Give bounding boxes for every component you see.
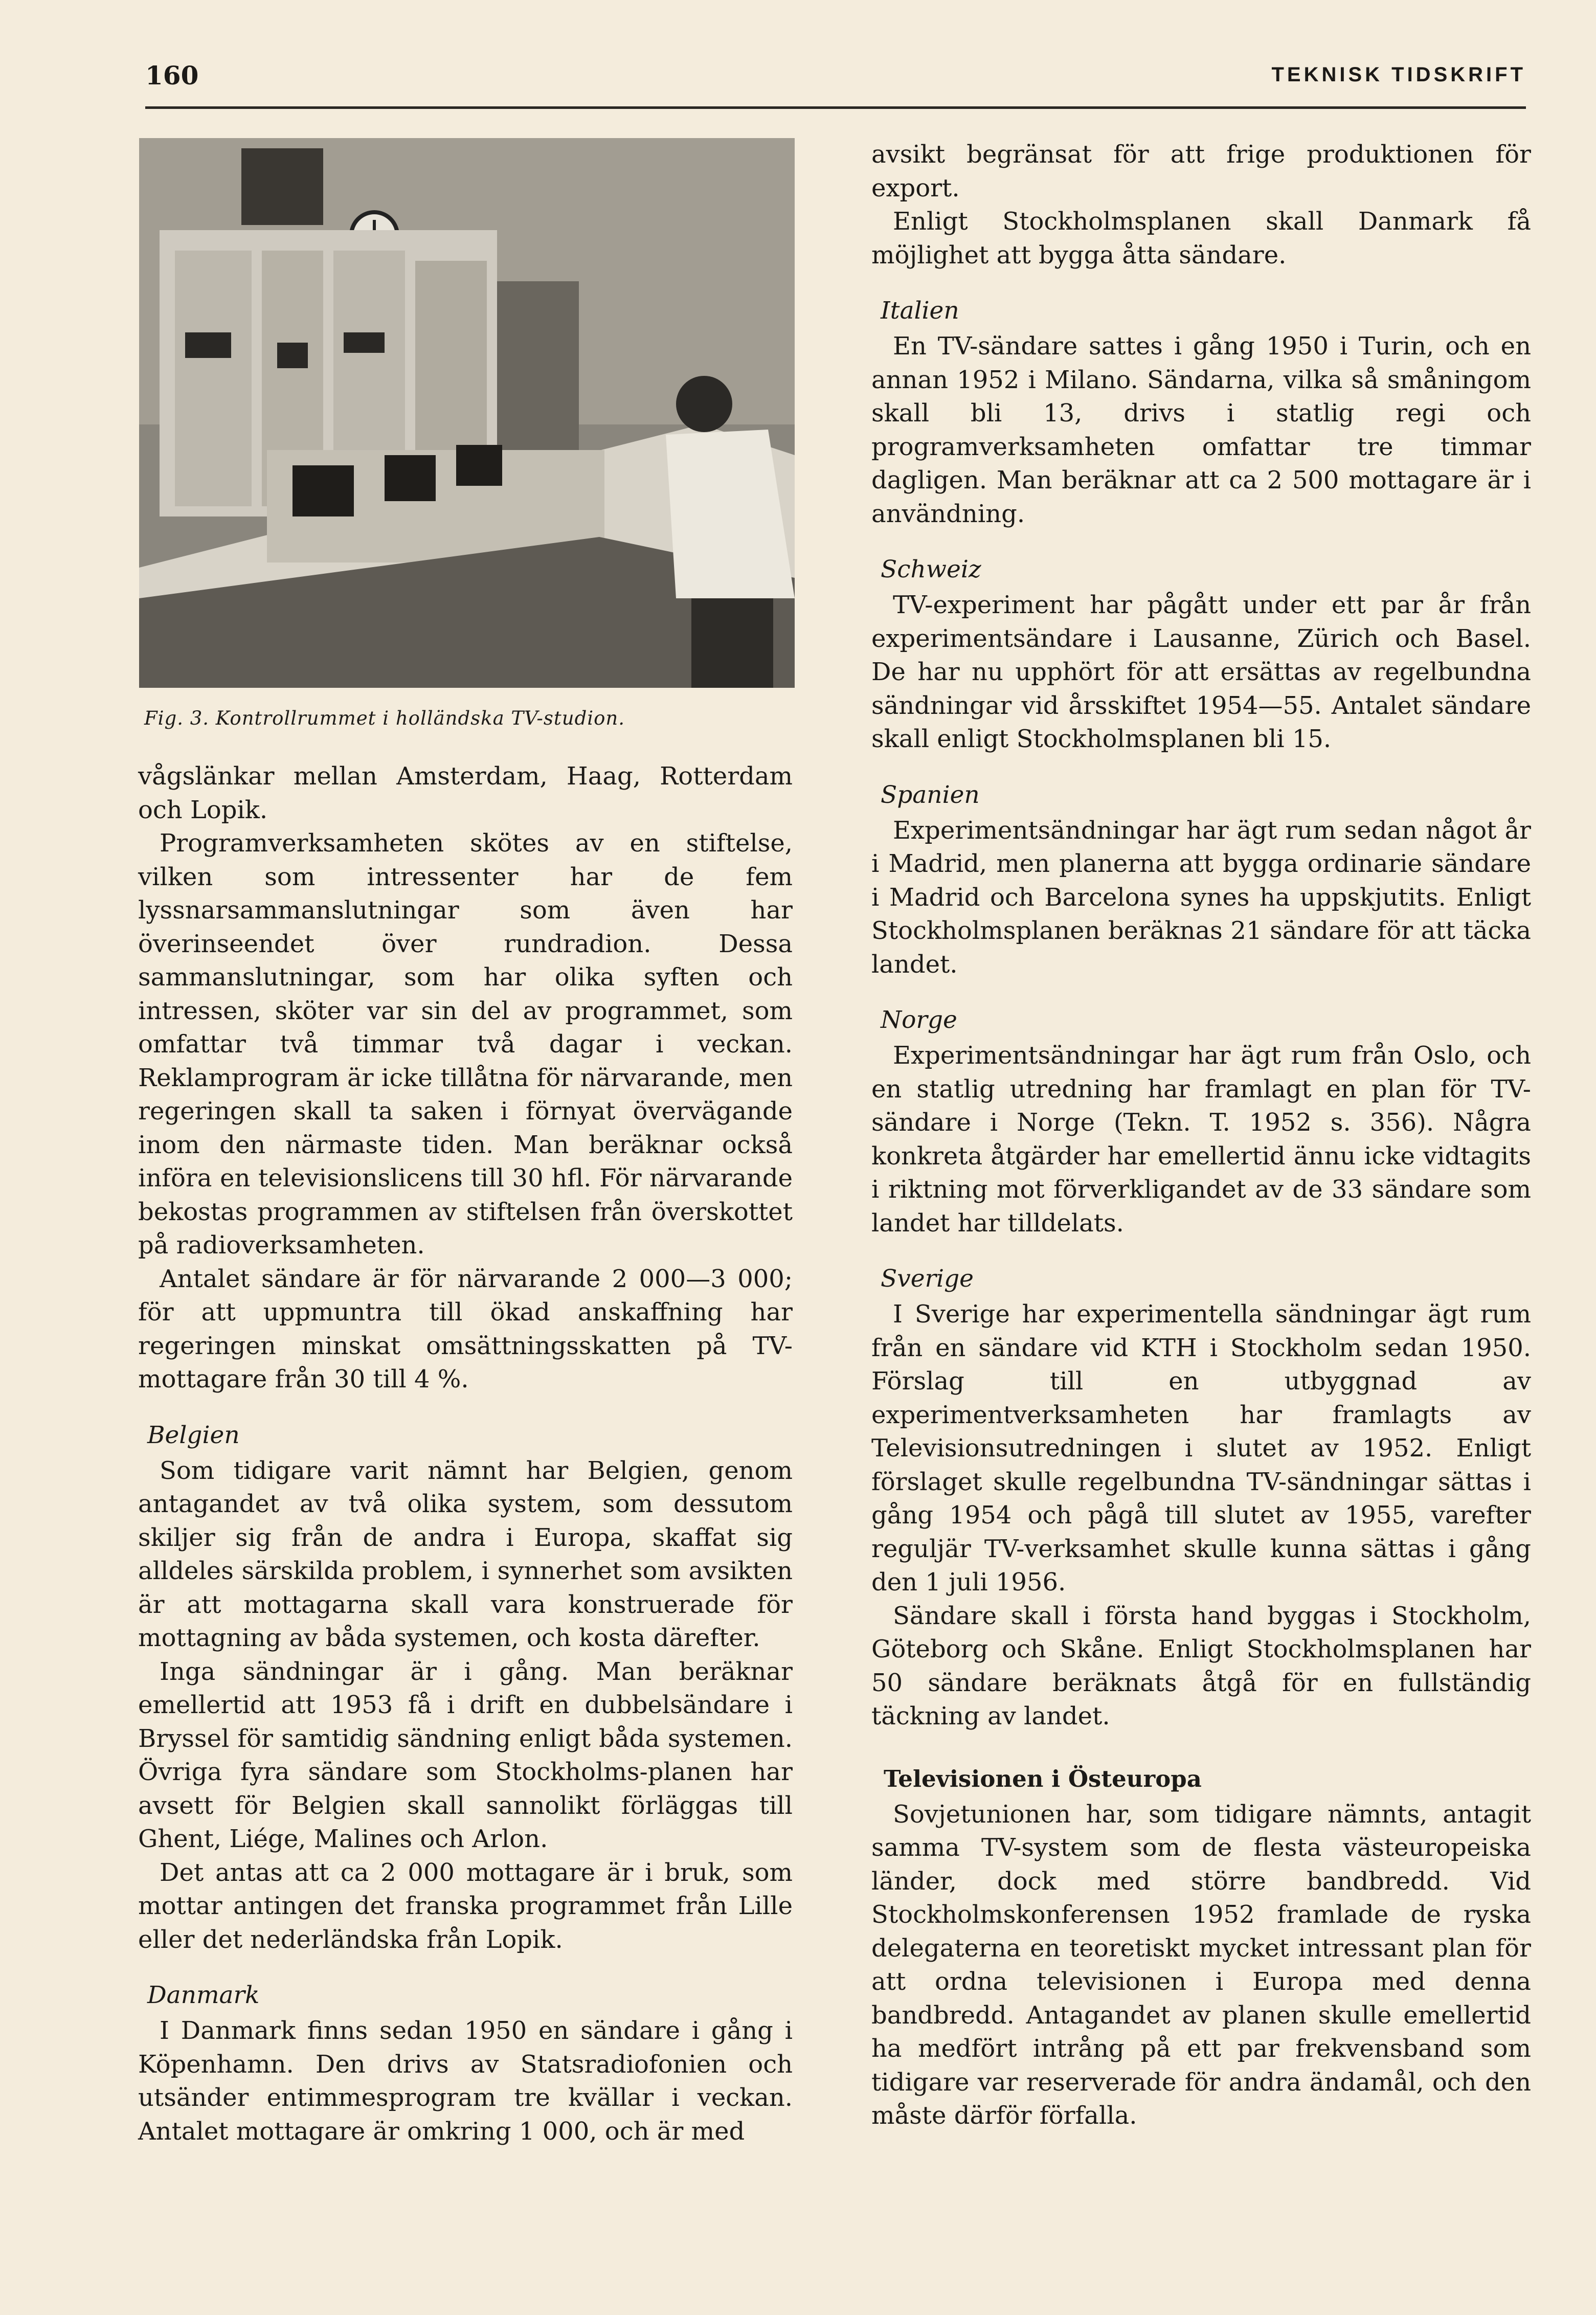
section-heading-spanien: Spanien — [881, 780, 980, 809]
section-heading-italien: Italien — [881, 297, 959, 325]
paragraph: Antalet sändare är för närvarande 2 000—3 000; för att uppmuntra till ökad anskaffning har regeringen minskat omsättningsskatten på TV-mottagare från 30 till 4 %. — [138, 1264, 793, 1394]
section-heading-norge: Norge — [881, 1006, 957, 1034]
section-heading-belgien: Belgien — [147, 1421, 240, 1449]
right-column — [871, 138, 1531, 2133]
section-heading-danmark: Danmark — [147, 1981, 260, 2009]
paragraph: I Sverige har experimentella sändningar ägt rum från en sändare vid KTH i Stockholm sedan 1950. Förslag till en utbyggnad av experimentverksamheten har framlagts av Televisionsutredningen i slutet av 1952. Enligt förslaget skulle regelbundna TV-sändningar sättas i gång 1954 och pågå till slutet av 1955, varefter reguljär TV-verksamhet skulle kunna sättas i gång den 1 juli 1956. — [871, 1300, 1531, 1597]
paragraph: TV-experiment har pågått under ett par år från experimentsändare i Lausanne, Zürich och Basel. De har nu upphört för att ersättas av regelbundna sändningar vid årsskiftet 1954—55. Antalet sändare skall enligt Stockholmsplanen bli 15. — [871, 591, 1531, 753]
section-heading-schweiz: Schweiz — [881, 555, 981, 583]
figure-3 — [138, 138, 793, 729]
control-room-photo — [139, 138, 795, 688]
paragraph: Sovjetunionen har, som tidigare nämnts, antagit samma TV-system som de flesta västeuropeiska länder, dock med större bandbredd. Vid Stockholmskonferensen 1952 framlade de ryska delegaterna en teoretiskt mycket intressant plan för att ordna televisionen i Europa med denna bandbredd. Antagandet av planen skulle emellertid ha medfört intrång på ett par frekvensband som tidigare var reserverade för andra ändamål, och den måste därför förfalla. — [871, 1800, 1531, 2130]
left-column — [138, 138, 793, 2148]
paragraph: Som tidigare varit nämnt har Belgien, genom antagandet av två olika system, som dessutom skiljer sig från de andra i Europa, skaffat sig alldeles särskilda problem, i synnerhet som avsikten är att mottagarna skall vara konstruerade för mottagning av båda systemen, och kosta därefter. — [138, 1456, 793, 1652]
control-room-illustration — [139, 138, 795, 688]
paragraph: Enligt Stockholmsplanen skall Danmark få möjlighet att bygga åtta sändare. — [871, 207, 1531, 269]
paragraph: Det antas att ca 2 000 mottagare är i bruk, som mottar antingen det franska programmet från Lille eller det nederländska från Lopik. — [138, 1858, 793, 1954]
paragraph: I Danmark finns sedan 1950 en sändare i gång i Köpenhamn. Den drivs av Statsradiofonien och utsänder entimmesprogram tre kvällar i veckan. Antalet mottagare är omkring 1 000, och är med — [138, 2016, 793, 2146]
paragraph: Programverksamheten skötes av en stiftelse, vilken som intressenter har de fem lyssnarsammanslutningar som även har överinseendet över rundradion. Dessa sammanslutningar, som har olika syften och intressen, sköter var sin del av programmet, som omfattar två timmar två dagar i veckan. Reklamprogram är icke tillåtna för närvarande, men regeringen skall ta saken i förnyat övervägande inom den närmaste tiden. Man beräknar också införa en televisionslicens till 30 hfl. För närvarande bekostas programmen av stiftelsen från överskottet på radioverksamheten. — [138, 829, 793, 1260]
paragraph: Experimentsändningar har ägt rum från Oslo, och en statlig utredning har framlagt en plan för TV-sändare i Norge (Tekn. T. 1952 s. 356). Några konkreta åtgärder har emellertid ännu icke vidtagits i riktning mot förverkligandet av de 33 sändare som landet har tilldelats. — [871, 1041, 1531, 1238]
paragraph: Inga sändningar är i gång. Man beräknar emellertid att 1953 få i drift en dubbelsändare i Bryssel för samtidig sändning enligt båda systemen. Övriga fyra sändare som Stockholms-planen har avsett för Belgien skall sannolikt förläggas till Ghent, Liége, Malines och Arlon. — [138, 1657, 793, 1853]
figure-spacer — [138, 729, 793, 760]
paragraph: Experimentsändningar har ägt rum sedan något år i Madrid, men planerna att bygga ordinarie sändare i Madrid och Barcelona synes ha uppskjutits. Enligt Stockholmsplanen beräknas 21 sändare för att täcka landet. — [871, 816, 1531, 979]
paragraph: En TV-sändare sattes i gång 1950 i Turin, och en annan 1952 i Milano. Sändarna, vilka så småningom skall bli 13, drivs i statlig regi och programverksamheten omfattar tre timmar dagligen. Man beräknar att ca 2 500 mottagare är i användning. — [871, 332, 1531, 528]
page-header — [145, 60, 1526, 109]
section-heading-sverige: Sverige — [881, 1265, 974, 1293]
page-number: 160 — [145, 60, 199, 91]
figure-caption: Fig. 3. Kontrollrummet i holländska TV-studion. — [144, 707, 625, 729]
section-heading-osteuropa: Televisionen i Östeuropa — [884, 1765, 1202, 1792]
paragraph: avsikt begränsat för att frige produktionen för export. — [871, 140, 1531, 203]
paragraph: vågslänkar mellan Amsterdam, Haag, Rotterdam och Lopik. — [138, 762, 793, 824]
journal-title: TEKNISK TIDSKRIFT — [1271, 63, 1526, 86]
paragraph: Sändare skall i första hand byggas i Stockholm, Göteborg och Skåne. Enligt Stockholmsplanen har 50 sändare beräknats åtgå för en fullständig täckning av landet. — [871, 1601, 1531, 1730]
